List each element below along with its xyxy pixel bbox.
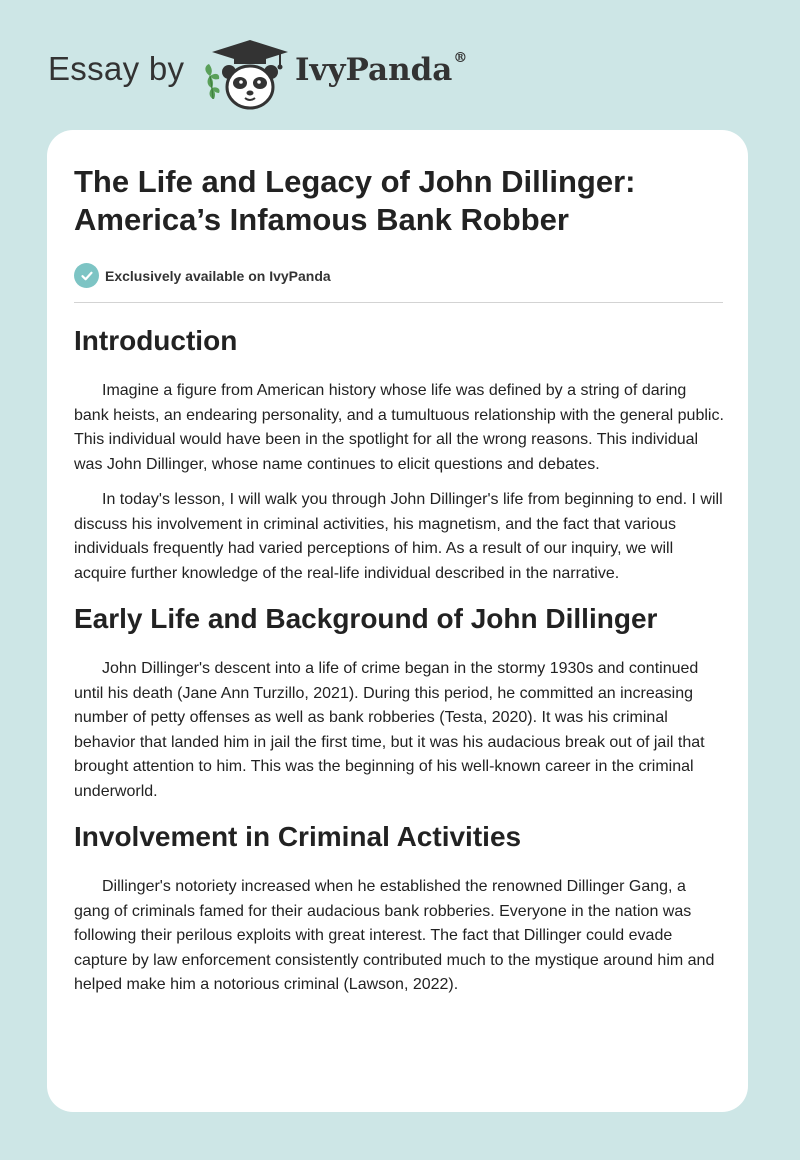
section-heading: Early Life and Background of John Dillinger xyxy=(74,603,658,634)
essay-card xyxy=(47,130,748,1112)
paragraph: John Dillinger's descent into a life of crime began in the stormy 1930s and continued until his death (Jane Ann Turzillo, 2021). During this period, he committed an increasing number of petty offenses as well as bank robberies (Testa, 2020). It was his criminal behavior that landed him in jail the first time, but it was his audacious break out of jail that brought attention to him. This was the beginning of his well-known career in the criminal underworld. xyxy=(74,660,705,800)
divider xyxy=(74,302,723,303)
section-heading: Involvement in Criminal Activities xyxy=(74,821,522,852)
essay-title: The Life and Legacy of John Dillinger: America’s Infamous Bank Robber xyxy=(74,164,636,237)
section-heading: Introduction xyxy=(74,325,238,356)
section-early-life xyxy=(74,602,724,804)
essay-body xyxy=(74,324,724,1009)
brand-logo[interactable] xyxy=(295,52,467,88)
section-introduction xyxy=(74,324,724,586)
exclusive-badge xyxy=(74,263,331,288)
paragraph: Imagine a figure from American history whose life was defined by a string of daring bank heists, an endearing personality, and a tumultuous relationship with the general public. This individual would have been in the spotlight for all the wrong reasons. This individual was John Dillinger, whose name continues to elicit questions and debates. xyxy=(74,382,724,473)
essay-by-label: Essay by xyxy=(48,50,185,87)
panda-logo-icon[interactable] xyxy=(200,36,294,112)
check-circle-icon xyxy=(74,263,99,288)
paragraph: Dillinger's notoriety increased when he established the renowned Dillinger Gang, a gang of criminals famed for their audacious bank robberies. Everyone in the nation was following their perilous exploits with great interest. The fact that Dillinger could evade capture by law enforcement consistently contributed much to the mystique around him and helped make him a notorious criminal (Lawson, 2022). xyxy=(74,878,715,993)
badge-label: Exclusively available on IvyPanda xyxy=(105,267,331,284)
registered-mark: ® xyxy=(453,50,468,66)
brand-name: IvyPanda xyxy=(295,52,453,88)
section-criminal-activities xyxy=(74,820,724,998)
site-header xyxy=(0,0,800,120)
paragraph: In today's lesson, I will walk you through John Dillinger's life from beginning to end. I will discuss his involvement in criminal activities, his magnetism, and the fact that various individuals frequently had varied perceptions of him. As a result of our inquiry, we will acquire further knowledge of the real-life individual described in the narrative. xyxy=(74,491,723,582)
